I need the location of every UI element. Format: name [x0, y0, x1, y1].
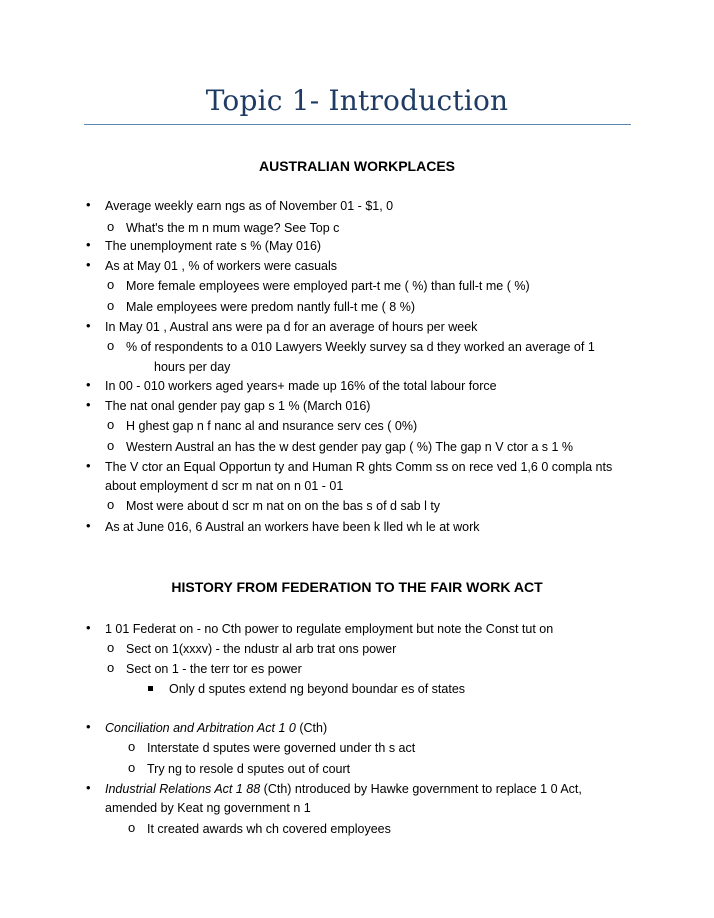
act-suffix: (Cth): [295, 721, 328, 735]
page-title: Topic 1- Introduction: [205, 84, 509, 117]
bullet-marker: •: [86, 458, 91, 473]
bullet-marker: •: [86, 197, 91, 212]
list-item: In May 01 , Austral ans were pa d for an average of hours per week: [105, 320, 478, 334]
act-suffix: (Cth) ntroduced by Hawke government to replace 1 0 Act,: [260, 782, 582, 796]
bullet-marker: •: [86, 397, 91, 412]
sub-bullet-marker: o: [107, 338, 115, 353]
list-item: Male employees were predom nantly full-t me ( 8 %): [126, 300, 416, 314]
list-item: 1 01 Federat on - no Cth power to regulate employment but note the Const tut on: [105, 622, 554, 636]
bullet-marker: •: [86, 719, 91, 734]
sub-bullet-marker: o: [107, 497, 115, 512]
list-item: [105, 781, 582, 797]
list-item: Try ng to resole d sputes out of court: [147, 762, 351, 776]
list-item: What's the m n mum wage? See Top c: [126, 221, 340, 235]
list-item-continuation: hours per day: [154, 360, 231, 374]
bullet-marker: •: [86, 237, 91, 252]
list-item: Interstate d sputes were governed under th s act: [147, 741, 416, 755]
sub-bullet-marker: o: [128, 760, 136, 775]
sub-bullet-marker: o: [107, 640, 115, 655]
list-item: The unemployment rate s % (May 016): [105, 239, 322, 253]
sub-bullet-marker: o: [107, 298, 115, 313]
bullet-marker: •: [86, 318, 91, 333]
section-heading-history: HISTORY FROM FEDERATION TO THE FAIR WORK ACT: [171, 579, 543, 595]
list-item-continuation: about employment d scr m nat on n 01 - 01: [105, 479, 344, 493]
list-item: As at June 016, 6 Austral an workers have been k lled wh le at work: [105, 520, 480, 534]
sub-bullet-marker: o: [107, 219, 115, 234]
list-item-continuation: amended by Keat ng government n 1: [105, 801, 311, 815]
list-item: Average weekly earn ngs as of November 01 - $1, 0: [105, 199, 394, 213]
bullet-marker: •: [86, 620, 91, 635]
square-bullet-marker: [148, 686, 153, 691]
bullet-marker: •: [86, 780, 91, 795]
bullet-marker: •: [86, 257, 91, 272]
list-item: Most were about d scr m nat on on the bas s of d sab l ty: [126, 499, 441, 513]
list-item: % of respondents to a 010 Lawyers Weekly survey sa d they worked an average of 1: [126, 340, 595, 354]
list-item: Only d sputes extend ng beyond boundar es of states: [169, 682, 466, 696]
act-name: Industrial Relations Act 1 88: [105, 782, 261, 796]
list-item: The V ctor an Equal Opportun ty and Human R ghts Comm ss on rece ved 1,6 0 compla nts: [105, 460, 613, 474]
sub-bullet-marker: o: [107, 417, 115, 432]
list-item: The nat onal gender pay gap s 1 % (March 016): [105, 399, 371, 413]
list-item: As at May 01 , % of workers were casuals: [105, 259, 338, 273]
list-item: Sect on 1(xxxv) - the ndustr al arb trat ons power: [126, 642, 397, 656]
sub-bullet-marker: o: [128, 739, 136, 754]
list-item: In 00 - 010 workers aged years+ made up 16% of the total labour force: [105, 379, 497, 393]
sub-bullet-marker: o: [107, 660, 115, 675]
list-item: More female employees were employed part-t me ( %) than full-t me ( %): [126, 279, 530, 293]
sub-bullet-marker: o: [128, 820, 136, 835]
list-item: [105, 720, 327, 736]
sub-bullet-marker: o: [107, 438, 115, 453]
title-underline: [84, 124, 631, 125]
list-item: H ghest gap n f nanc al and nsurance serv ces ( 0%): [126, 419, 418, 433]
list-item: Western Austral an has the w dest gender pay gap ( %) The gap n V ctor a s 1 %: [126, 440, 574, 454]
section-heading-australian-workplaces: AUSTRALIAN WORKPLACES: [259, 158, 455, 174]
bullet-marker: •: [86, 518, 91, 533]
list-item: Sect on 1 - the terr tor es power: [126, 662, 302, 676]
list-item: It created awards wh ch covered employees: [147, 822, 391, 836]
act-name: Conciliation and Arbitration Act 1 0: [105, 721, 296, 735]
sub-bullet-marker: o: [107, 277, 115, 292]
bullet-marker: •: [86, 377, 91, 392]
